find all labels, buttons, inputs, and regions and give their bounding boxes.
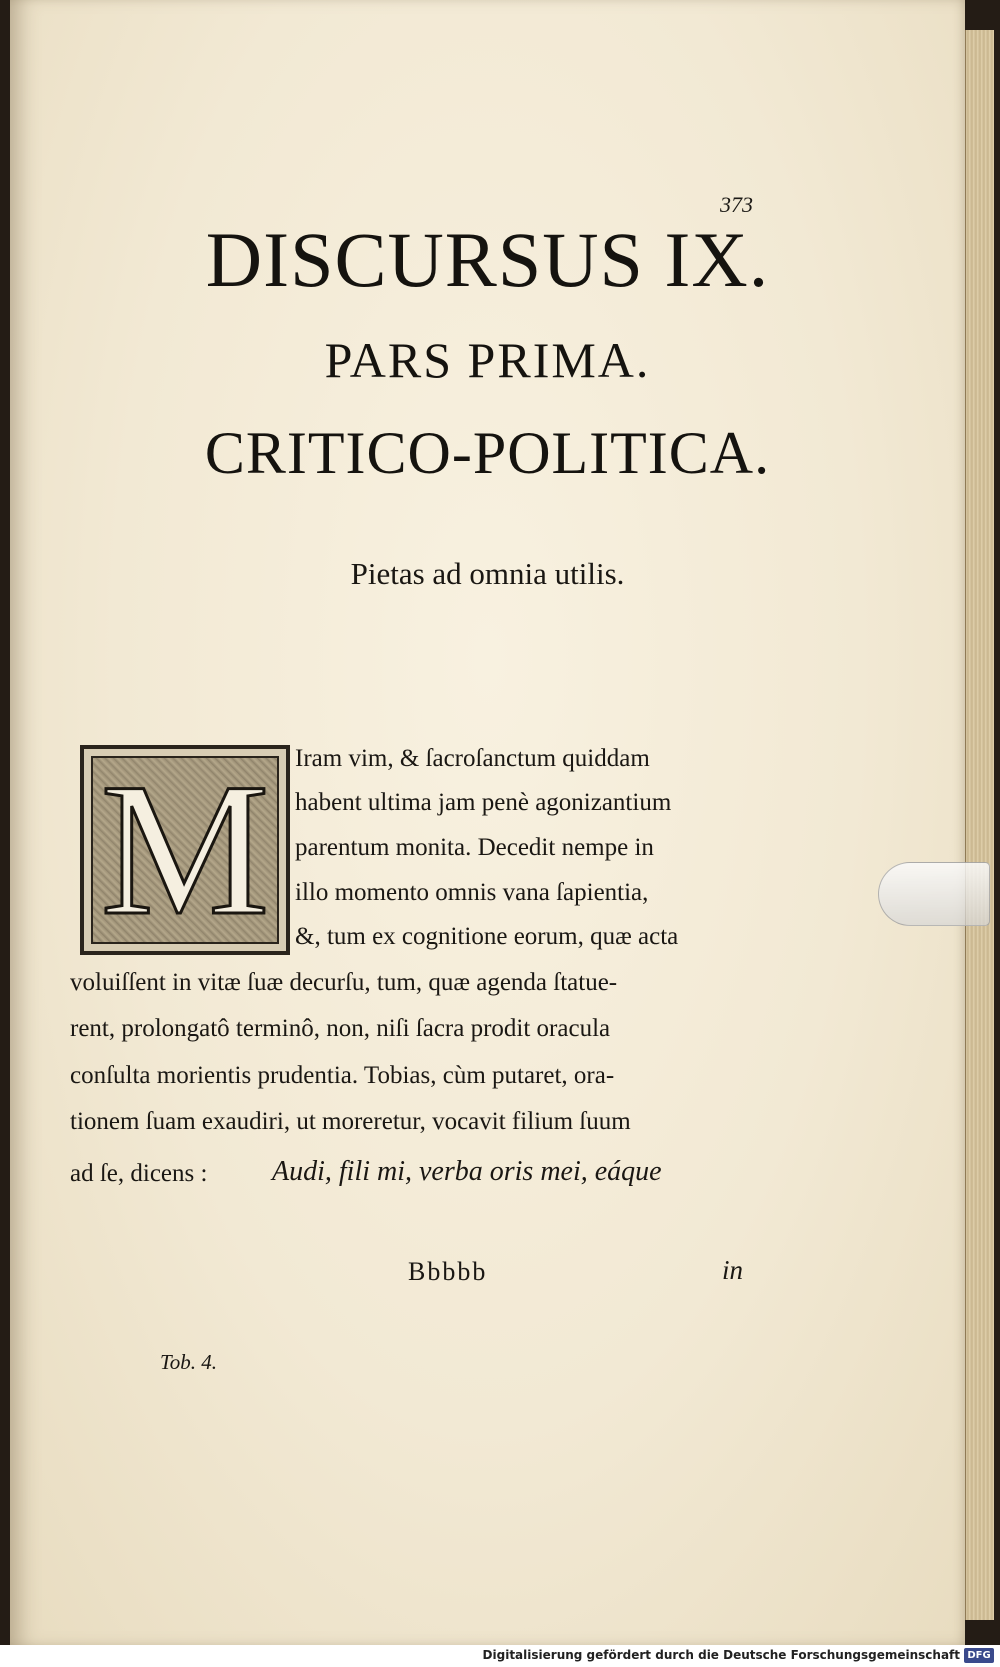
catchword: in: [722, 1255, 744, 1285]
initial-letter: M: [100, 745, 270, 955]
text-line: conſulta morientis prudentia. Tobias, cùm putaret, ora-: [70, 1062, 615, 1089]
section-subtitle: Pietas ad omnia utilis.: [350, 556, 625, 591]
footer-bar: [0, 1645, 1000, 1667]
text-line: &, tum ex cognitione eorum, quæ acta: [295, 923, 679, 950]
text-line: illo momento omnis vana ſapientia,: [295, 879, 649, 906]
text-line: parentum monita. Decedit nempe in: [295, 834, 654, 861]
margin-footnote: Tob. 4.: [160, 1350, 218, 1374]
text-line: tionem ſuam exaudiri, ut moreretur, vocavit filium ſuum: [70, 1108, 631, 1135]
text-line: habent ultima jam penè agonizantium: [295, 789, 672, 816]
text-line: rent, prolongatô terminô, non, niſi ſacra prodit oracula: [70, 1015, 611, 1042]
quote-line: Audi, fili mi, verba oris mei, eáque: [272, 1156, 662, 1187]
decorated-initial-engraving: [91, 745, 279, 955]
dfg-logo: DFG: [964, 1648, 994, 1663]
heading-discursus: DISCURSUS IX.: [205, 216, 770, 303]
heading-pars-prima: PARS PRIMA.: [324, 332, 651, 388]
decorated-initial: [80, 745, 290, 955]
book-page: [10, 0, 965, 1645]
heading-critico-politica: CRITICO-POLITICA.: [204, 420, 771, 486]
text-line: Iram vim, & ſacroſanctum quiddam: [295, 745, 650, 772]
text-line: voluiſſent in vitæ ſuæ decurſu, tum, quæ agenda ſtatue-: [70, 969, 618, 996]
page-number: 373: [720, 192, 753, 217]
page-edges: [965, 30, 994, 1620]
text-line: ad ſe, dicens :: [70, 1160, 208, 1187]
footer-credit: Digitalisierung gefördert durch die Deutsche Forschungsgemeinschaft: [482, 1648, 960, 1662]
signature-mark: Bbbbb: [408, 1257, 488, 1286]
page-clip: [878, 862, 990, 926]
